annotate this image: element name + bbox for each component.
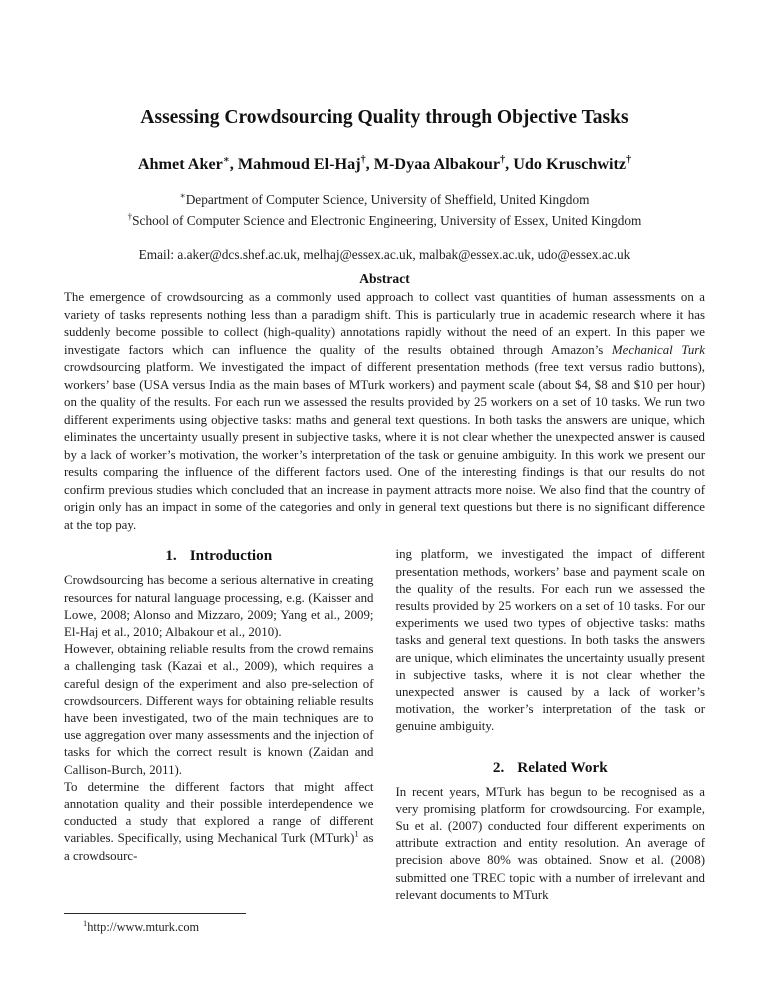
footnote bbox=[64, 919, 374, 936]
paragraph: ing platform, we investigated the impact of different presentation methods, workers’ base and payment scale on the quality of the results. For each run we assessed the results provided by 25 workers on a set of 10 tasks. For our experiments we used two types of objective tasks: maths tasks and general text questions. In both tasks the answers are unique, which eliminates the uncertainty usually present in subjective tasks, where it is not clear whether the unexpected answer is caused by a lack of worker’s motivation, the worker’s interpretation of the task or genuine ambiguity. bbox=[395, 547, 705, 734]
paragraph: To determine the different factors that might affect annotation quality and their possible interdependence we conducted a study that explored a range of different variables. Specifically, using Mechanical Turk (MTurk)$^1$ as a crowdsourc- bbox=[64, 779, 374, 863]
section-number: 1. bbox=[165, 547, 177, 565]
section-heading-related-work bbox=[396, 758, 706, 777]
paragraph: Crowdsourcing has become a serious alternative in creating resources for natural language processing, e.g. (Kaisser and Lowe, 2008; Alonso and Mizzaro, 2009; Yang et al., 2009; El-Haj et al., 2010; Albakour et al., 2010). bbox=[64, 573, 374, 639]
footnote-rule bbox=[64, 913, 246, 914]
section-heading-introduction bbox=[64, 546, 374, 565]
author: Mahmoud El-Haj†, bbox=[237, 155, 374, 174]
affiliation-mark: † bbox=[127, 211, 133, 222]
affiliations bbox=[64, 190, 705, 231]
footnote-url: http://www.mturk.com bbox=[87, 920, 200, 935]
author: Ahmet Aker∗, bbox=[137, 155, 238, 174]
affiliation-mark: ∗ bbox=[179, 190, 186, 201]
author-affiliation-mark: † bbox=[360, 155, 366, 166]
author: Udo Kruschwitz† bbox=[513, 155, 632, 174]
section-number: 2. bbox=[492, 758, 505, 776]
section-title: Introduction bbox=[189, 547, 273, 565]
right-column bbox=[396, 546, 706, 944]
authors-line bbox=[64, 155, 705, 174]
paper-title: Assessing Crowdsourcing Quality through Objective Tasks bbox=[140, 107, 629, 128]
section-title: Related Work bbox=[517, 758, 608, 776]
author-affiliation-mark: † bbox=[626, 155, 632, 166]
affiliation-line: ∗Department of Computer Science, University of Sheffield, United Kingdom bbox=[179, 190, 590, 208]
footnote-block bbox=[64, 913, 374, 944]
author-affiliation-mark: ∗ bbox=[222, 155, 230, 166]
paragraph: In recent years, MTurk has begun to be recognised as a very promising platform for crowdsourcing. For example, Su et al. (2007) conducted four different experiments on attribute extraction and entity resolution. An average of precision above 80% was obtained. Snow et al. (2008) submitted one TREC topic with a number of irrelevant and relevant documents to MTurk bbox=[395, 784, 705, 902]
abstract-text: The emergence of crowdsourcing as a commonly used approach to collect vast quantities of human assessments on a variety of tasks represents nothing less than a paradigm shift. This is particularly true in academic research where it has suddenly become possible to collect (high-quality) annotations rapidly without the need of an expert. In this paper we investigate factors which can influence the quality of the results obtained through Amazon’s Mechanical Turk crowdsourcing platform. We investigated the impact of different presentation methods (free text versus radio buttons), workers’ base (USA versus India as the main bases of MTurk workers) and payment scale (about $4, $8 and $10 per hour) on the quality of the results. For each run we assessed the results provided by 25 workers on a set of 10 tasks. We run two different experiments using objective tasks: maths and general text questions. In both tasks the answers are unique, which eliminates the uncertainty usually present in subjective tasks, where it is not clear whether the unexpected answer is caused by a lack of worker’s motivation, the worker’s interpretation of the task or genuine ambiguity. In this work we present our results comparing the influence of the different factors used. One of the interesting findings is that our results do not confirm previous studies which concluded that an increase in payment attracts more noise. We also find that the country of origin only has an impact in some of the categories and only in general text questions but there is no significant difference at the top pay. bbox=[64, 290, 706, 532]
footnote-reference: 1 bbox=[354, 829, 359, 840]
footnote-marker: 1 bbox=[83, 919, 88, 929]
paragraph: However, obtaining reliable results from the crowd remains a challenging task (Kazai et al., 2009), which requires a careful design of the experiment and also pre-selection of crowdsourcers. Different ways for obtaining reliable results have been investigated, two of the main techniques are to use aggregation over many assessments and the injection of tasks for which the correct result is known (Zaidan and Callison-Burch, 2011). bbox=[64, 642, 374, 777]
affiliation-line: †School of Computer Science and Electronic Engineering, University of Essex, United Kingdom bbox=[127, 211, 642, 228]
email-line: Email: a.aker@dcs.shef.ac.uk, melhaj@essex.ac.uk, malbak@essex.ac.uk, udo@essex.ac.uk bbox=[138, 247, 631, 263]
abstract-heading: Abstract bbox=[359, 271, 410, 287]
author: M-Dyaa Albakour†, bbox=[373, 155, 514, 174]
left-column bbox=[64, 546, 374, 944]
author-affiliation-mark: † bbox=[500, 155, 506, 166]
two-column-body bbox=[64, 546, 705, 944]
italic-phrase: Mechanical Turk bbox=[611, 342, 706, 357]
